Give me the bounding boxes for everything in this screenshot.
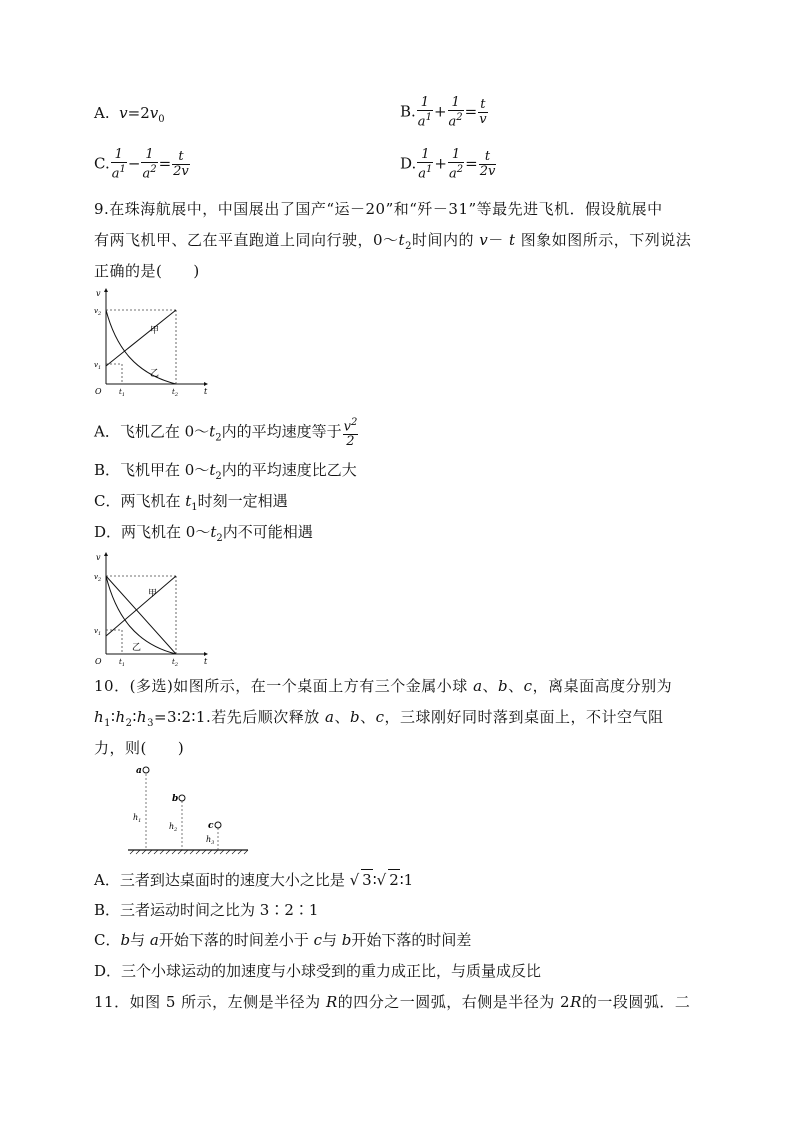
vt-graph-2 — [92, 550, 212, 666]
axis-t-label: t — [204, 387, 208, 396]
curve-yi — [106, 310, 176, 384]
q9-line-3: 正确的是( ) — [94, 262, 200, 280]
q11-line-1: 11．如图 5 所示，左侧是半径为 R的四分之一圆弧，右侧是半径为 2R的一段圆弧．二 — [94, 993, 691, 1011]
v1-label: $v_1$ — [94, 627, 102, 637]
jia-label: 甲 — [148, 589, 158, 599]
q9-option-a: A．飞机乙在 $0\sim t_2$内的平均速度等于 $\frac{v^2}{2}$ — [94, 417, 358, 450]
t1-label: $t_1$ — [119, 658, 126, 666]
q8-option-b: B. $\frac{1}{a^1}$ + $\frac{1}{a^2}$ = $\frac{t}{v}$ — [400, 95, 487, 130]
label-c: c — [208, 821, 214, 831]
axis-v-label: v — [96, 553, 101, 562]
v2-label: $v_2$ — [94, 307, 102, 317]
q10-option-d: D．三个小球运动的加速度与小球受到的重力成正比，与质量成反比 — [94, 962, 542, 980]
q9-option-b: B．飞机甲在 $0\sim t_2$内的平均速度比乙大 — [94, 461, 357, 482]
q10-line-1: 10．(多选)如图所示，在一个桌面上方有三个金属小球 a、b、c，离桌面高度分别为 — [94, 677, 673, 695]
q8-option-a: A. $v=2v_0$ — [94, 104, 165, 125]
label-b: b — [172, 794, 179, 804]
q9-line-2: 有两飞机甲、乙在平直跑道上同向行驶，$0\sim t_2$时间内的 v－ t 图象如图所示，下列说法 — [94, 231, 692, 252]
origin-label: O — [95, 657, 102, 666]
q9-line-1: 9.在珠海航展中，中国展出了国产“运－20”和“歼－31”等最先进飞机．假设航展中 — [94, 200, 663, 218]
axis-v-label: v — [96, 289, 101, 298]
q8-option-c: C. $\frac{1}{a^1}$ − $\frac{1}{a^2}$ = $\frac{t}{2v}$ — [94, 147, 189, 182]
ball-b — [179, 795, 185, 801]
q9-option-d: D．两飞机在 $0\sim t_2$内不可能相遇 — [94, 523, 313, 544]
label-h2: $h_2$ — [169, 822, 178, 833]
axis-t-label: t — [204, 657, 208, 666]
q8-option-d: D. $\frac{1}{a^1}$ + $\frac{1}{a^2}$ = $\frac{t}{2v}$ — [400, 147, 496, 182]
v2-label: $v_2$ — [94, 573, 102, 583]
t1-label: $t_1$ — [119, 388, 126, 398]
label-h3: $h_3$ — [206, 835, 215, 846]
t2-label: $t_2$ — [172, 658, 179, 666]
q10-line-3: 力，则( ) — [94, 739, 185, 757]
t2-label: $t_2$ — [172, 388, 179, 398]
v1-label: $v_1$ — [94, 361, 102, 371]
label-a: a — [136, 766, 142, 776]
q10-line-2: $h_1∶h_2∶h_3=3∶2∶1$.若先后顺次释放 a、b、c，三球刚好同时落到桌面上，不计空气阻 — [94, 708, 664, 729]
vt-graph-1 — [92, 286, 212, 398]
jia-label: 甲 — [150, 326, 160, 336]
label-h1: $h_1$ — [133, 813, 142, 824]
q9-option-c: C．两飞机在 $t_1$时刻一定相遇 — [94, 492, 288, 513]
balls-figure — [126, 762, 254, 858]
yi-label: 乙 — [150, 369, 160, 379]
ball-a — [143, 767, 149, 773]
q10-option-b: B．三者运动时间之比为 3∶2∶1 — [94, 901, 319, 919]
ball-c — [215, 822, 221, 828]
q10-option-c: C．b与 a开始下落的时间差小于 c与 b开始下落的时间差 — [94, 931, 472, 949]
origin-label: O — [95, 387, 102, 396]
yi-label: 乙 — [132, 643, 142, 653]
q10-option-a: A．三者到达桌面时的速度大小之比是 √ 3∶√ 2∶1 — [94, 871, 414, 889]
